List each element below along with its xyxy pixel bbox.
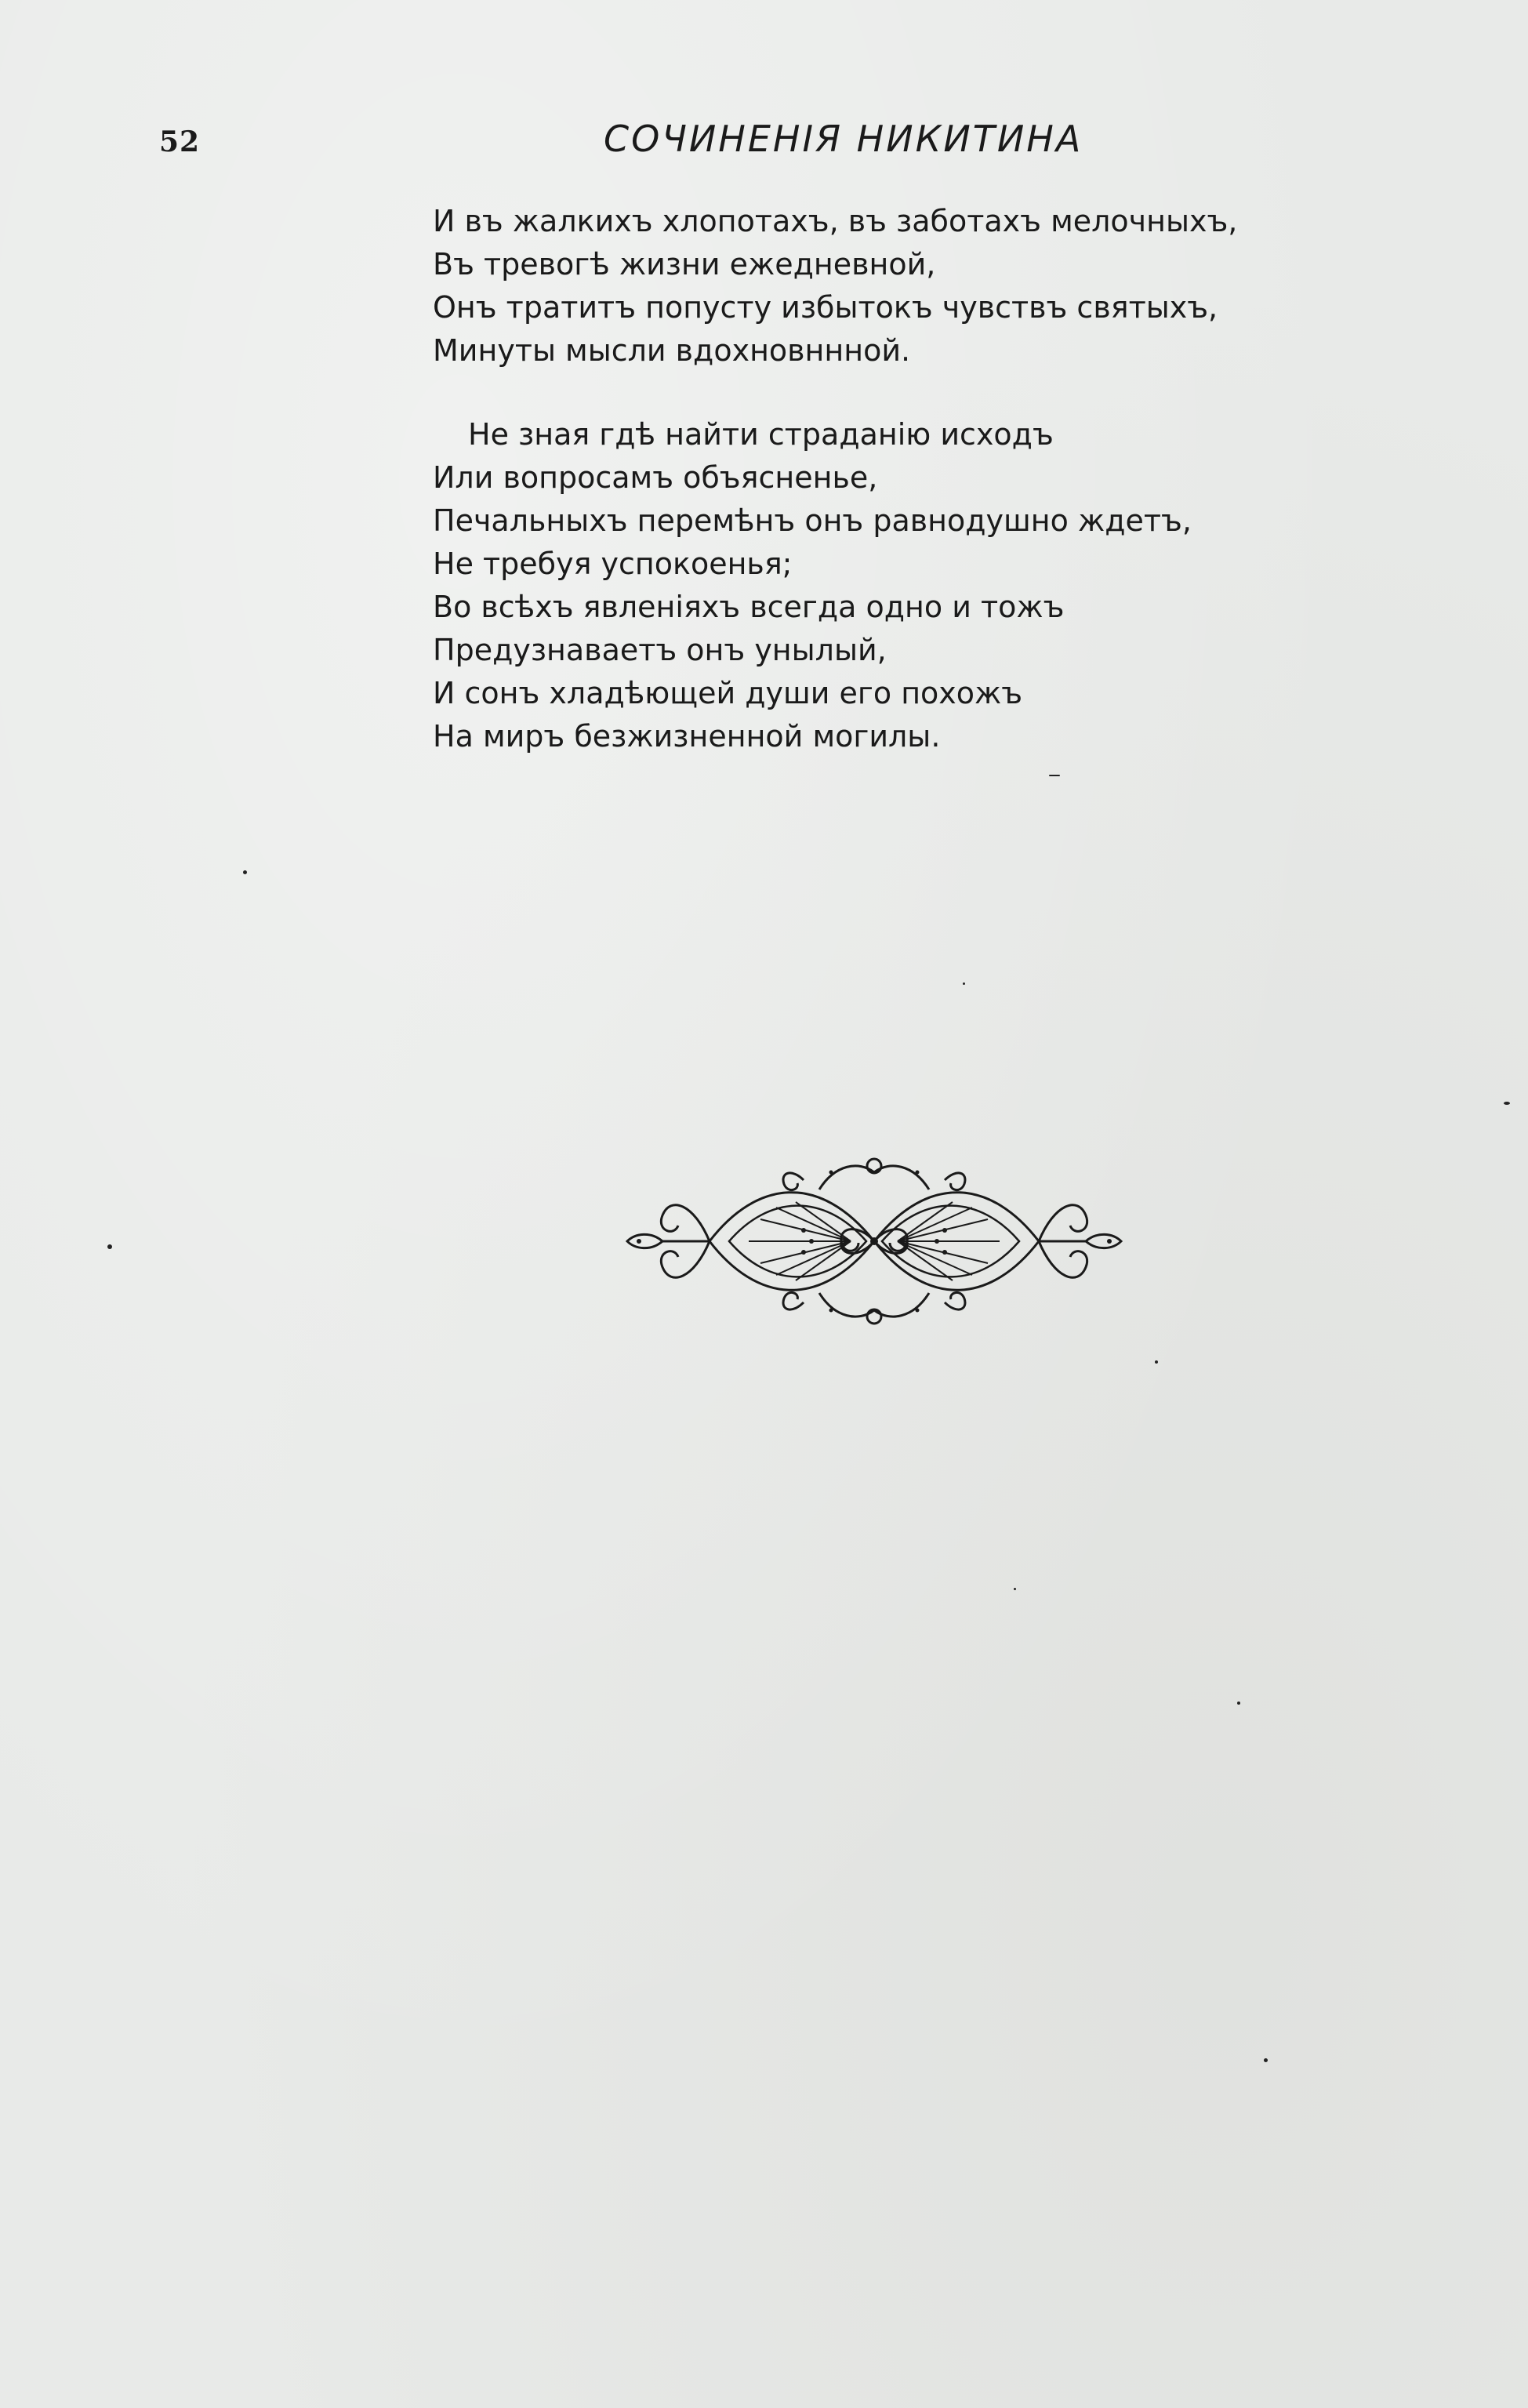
running-head: СОЧИНЕНІЯ НИКИТИНА [604,118,1083,160]
paper-speck [1237,1702,1240,1705]
paper-speck [1155,1360,1158,1364]
poem-line: Минуты мысли вдохновннной. [433,333,911,368]
paper-speck [1264,2058,1268,2062]
paper-speck [1049,775,1060,776]
poem-line: Онъ тратитъ попусту избытокъ чувствъ святыхъ, [433,290,1218,325]
poem-line: Печальныхъ перемѣнъ онъ равнодушно ждетъ, [433,503,1192,538]
paper-speck [243,870,247,874]
paper-speck [1014,1588,1016,1590]
poem-line: Во всѣхъ явленіяхъ всегда одно и тожъ [433,590,1065,624]
paper-speck [963,982,965,985]
poem-line: На миръ безжизненной могилы. [433,719,941,754]
poem-line: Или вопросамъ объясненье, [433,460,878,495]
paper-speck [107,1244,112,1249]
floral-tailpiece-ornament-icon [623,1149,1125,1333]
page-number: 52 [159,125,201,158]
poem-line: И сонъ хладѣющей души его похожъ [433,676,1023,710]
poem-line: И въ жалкихъ хлопотахъ, въ заботахъ мелочныхъ, [433,204,1238,238]
stanza-1 [433,200,1374,372]
poem-line: Въ тревогѣ жизни ежедневной, [433,247,936,281]
stanza-2 [433,413,1374,758]
poem-line: Не требуя успокоенья; [433,547,793,581]
poem-line: Предузнаваетъ онъ унылый, [433,633,887,667]
poem-body [433,200,1374,758]
poem-line: Не зная гдѣ найти страданію исходъ [468,417,1054,452]
paper-speck [1504,1102,1510,1105]
